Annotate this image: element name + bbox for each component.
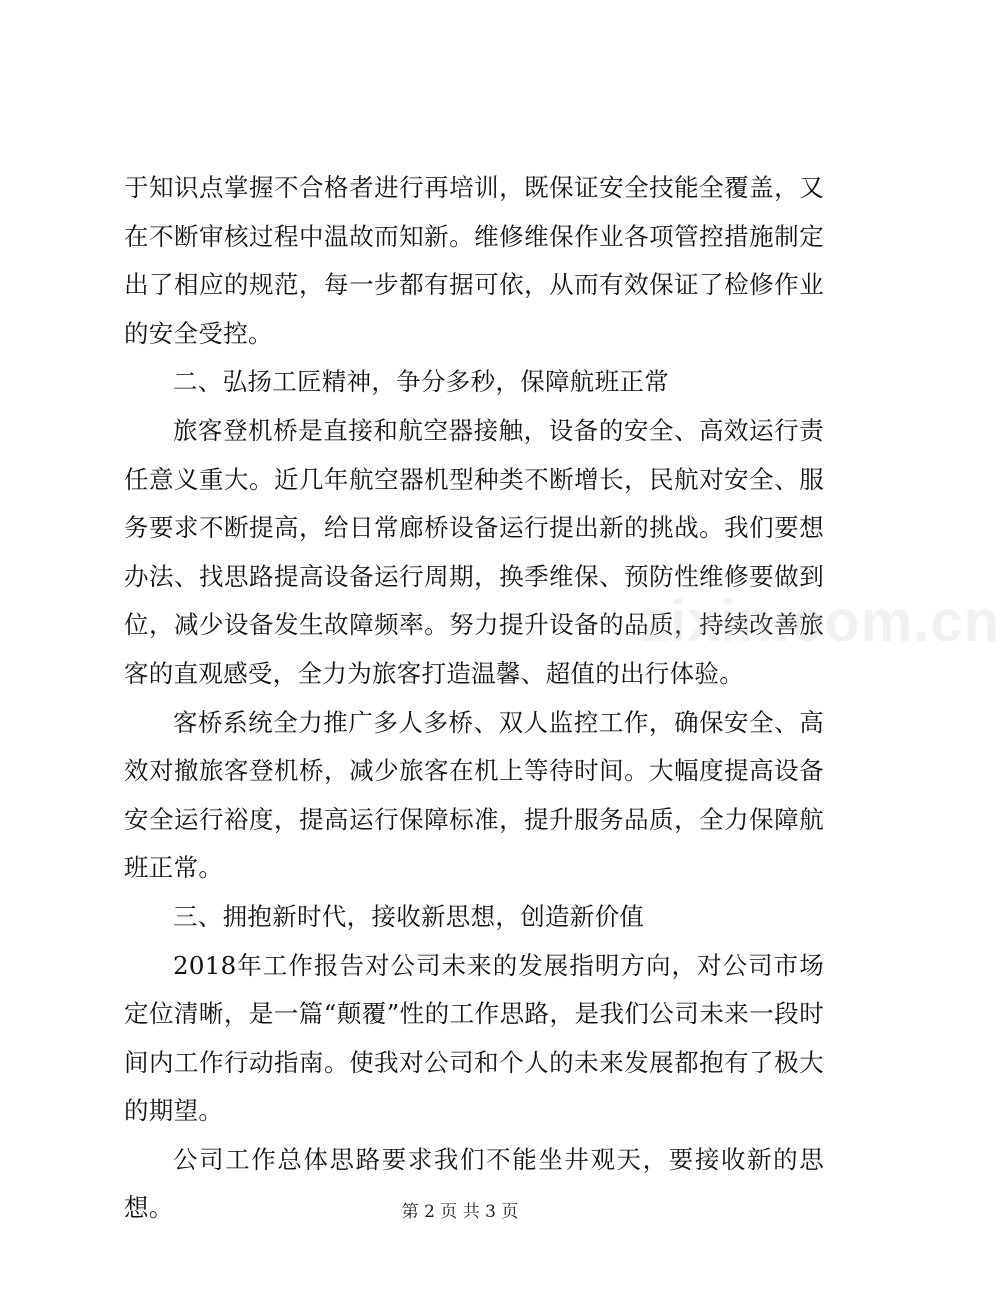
document-body bbox=[124, 164, 824, 1233]
paragraph-3: 客桥系统全力推广多人多桥、双人监控工作，确保安全、高效对撤旅客登机桥，减少旅客在机上等待时间。大幅度提高设备安全运行裕度，提高运行保障标准，提升服务品质，全力保障航班正常。 bbox=[124, 707, 824, 883]
paragraph-1: 于知识点掌握不合格者进行再培训，既保证安全技能全覆盖，又在不断审核过程中温故而知新。维修维保作业各项管控措施制定出了相应的规范，每一步都有据可依，从而有效保证了检修作业的安全受控。 bbox=[124, 173, 824, 348]
section-heading-3: 三、拥抱新时代，接收新思想，创造新价值 bbox=[173, 901, 645, 931]
watermark: zixin.com.cn bbox=[640, 589, 1000, 654]
paragraph-4: 2018年工作报告对公司未来的发展指明方向，对公司市场定位清晰，是一篇“颠覆”性的工作思路，是我们公司未来一段时间内工作行动指南。使我对公司和个人的未来发展都抱有了极大的期望。 bbox=[124, 950, 824, 1126]
section-heading-2: 二、弘扬工匠精神，争分多秒，保障航班正常 bbox=[173, 367, 669, 397]
paragraph-5: 公司工作总体思路要求我们不能坐井观天，要接收新的思想。 bbox=[124, 1144, 824, 1223]
page-footer: 第 2 页 共 3 页 bbox=[401, 1202, 519, 1222]
paragraph-2: 旅客登机桥是直接和航空器接触，设备的安全、高效运行责任意义重大。近几年航空器机型种类不断增长，民航对安全、服务要求不断提高，给日常廊桥设备运行提出新的挑战。我们要想办法、找思路提高设备运行周期，换季维保、预防性维修要做到位，减少设备发生故障频率。努力提升设备的品质，持续改善旅客的直观感受，全力为旅客打造温馨、超值的出行体验。 bbox=[124, 415, 824, 688]
